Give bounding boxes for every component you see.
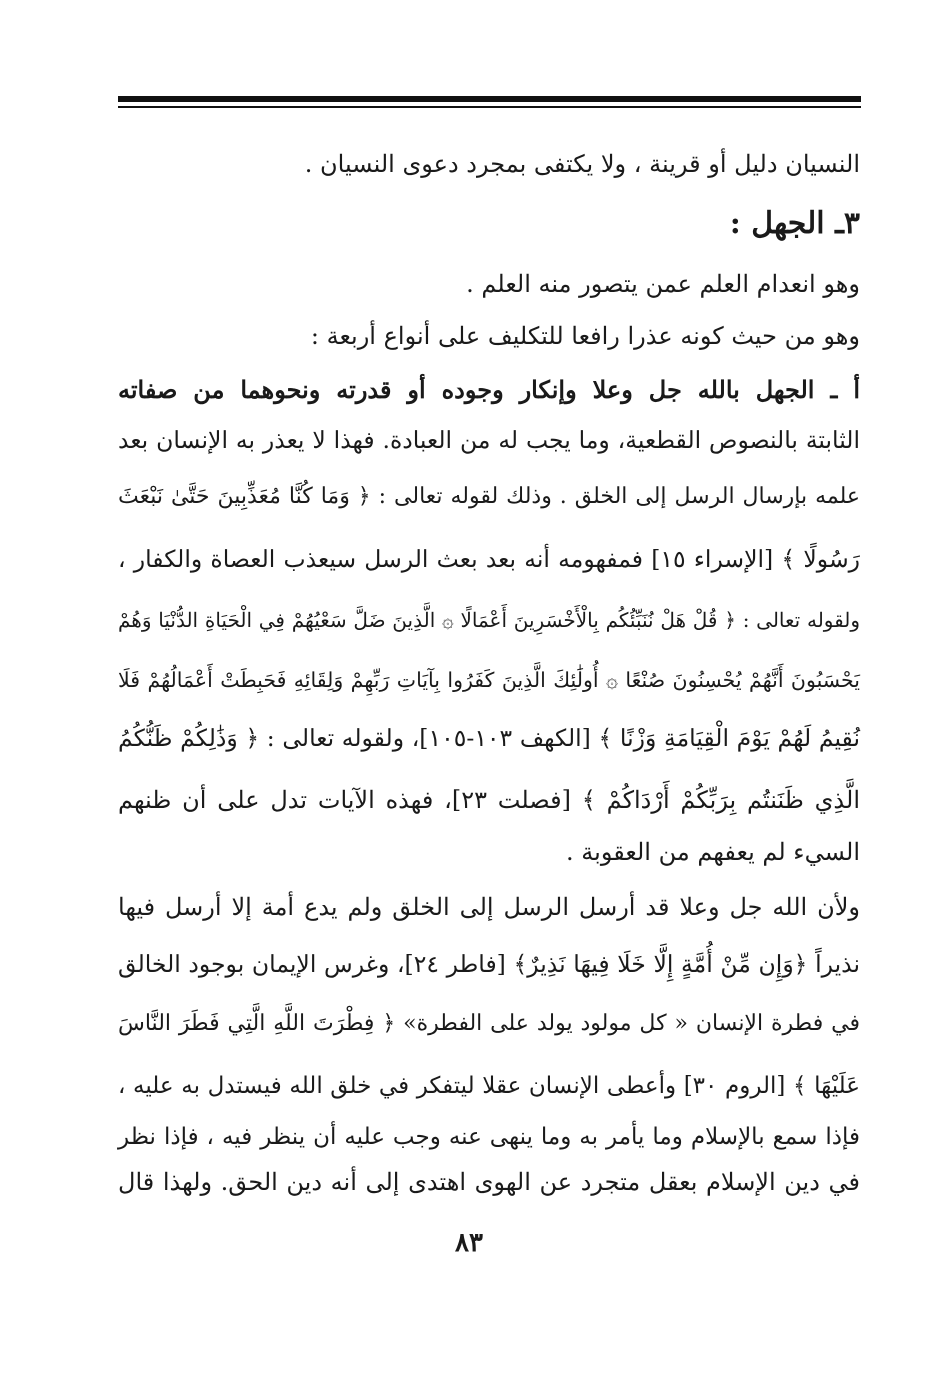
text-line: عَلَيْهَا ﴾ [الروم ٣٠] وأعطى الإنسان عقلا ليتفكر في خلق الله فيستدل به عليه ، xyxy=(118,1073,860,1099)
text-line: الَّذِي ظَنَنتُم بِرَبِّكُمْ أَرْدَاكُمْ ﴾ [فصلت ٢٣]، فهذه الآيات تدل على أن ظنهم xyxy=(118,786,860,814)
text-line: في فطرة الإنسان « كل مولود يولد على الفطرة» ﴿ فِطْرَتَ اللَّهِ الَّتِي فَطَرَ النَّاسَ xyxy=(118,1011,860,1036)
text-line: الثابتة بالنصوص القطعية، وما يجب له من العبادة. فهذا لا يعذر به الإنسان بعد xyxy=(118,426,860,454)
text-line: أ ـ الجهل بالله جل وعلا وإنكار وجوده أو قدرته ونحوهما من صفاته xyxy=(118,375,860,404)
text-line: فإذا سمع بالإسلام وما يأمر به وما ينهى عنه وجب عليه أن ينظر فيه ، فإذا نظر xyxy=(118,1124,860,1150)
text-line: النسيان دليل أو قرينة ، ولا يكتفى بمجرد دعوى النسيان . xyxy=(304,150,860,178)
text-line: السيء لم يعفهم من العقوبة . xyxy=(566,838,860,866)
header-rule-thin xyxy=(118,106,861,108)
header-rule-thick xyxy=(118,96,861,102)
text-line: علمه بإرسال الرسل إلى الخلق . وذلك لقوله تعالى : ﴿ وَمَا كُنَّا مُعَذِّبِينَ حَتَّىٰ نَبْعَثَ xyxy=(118,484,860,509)
text-line: وهو من حيث كونه عذرا رافعا للتكليف على أنواع أربعة : xyxy=(310,322,860,350)
section-heading: ٣ـ الجهل : xyxy=(729,206,860,241)
text-line: رَسُولًا ﴾ [الإسراء ١٥] فمفهومه أنه بعد بعث الرسل سيعذب العصاة والكفار ، xyxy=(118,545,860,573)
text-line: وهو انعدام العلم عمن يتصور منه العلم . xyxy=(466,270,860,298)
text-line: نذيراً ﴿وَإِن مِّنْ أُمَّةٍ إِلَّا خَلَا فِيهَا نَذِيرٌ﴾ [فاطر ٢٤]، وغرس الإيمان بوجود الخالق xyxy=(118,950,861,978)
text-line: نُقِيمُ لَهُمْ يَوْمَ الْقِيَامَةِ وَزْنًا ﴾ [الكهف ١٠٣-١٠٥]، ولقوله تعالى : ﴿ وَذَٰلِكُمْ ظَنُّكُمُ xyxy=(118,724,860,752)
text-line: ولقوله تعالى : ﴿ قُلْ هَلْ نُنَبِّئُكُم بِالْأَخْسَرِينَ أَعْمَالًا ۞ الَّذِينَ ضَلَّ سَعْيُهُمْ فِي الْحَيَاةِ الدُّنْيَا وَهُمْ xyxy=(118,608,860,632)
text-line: ولأن الله جل وعلا قد أرسل الرسل إلى الخلق ولم يدع أمة إلا أرسل فيها xyxy=(118,893,860,921)
text-line: يَحْسَبُونَ أَنَّهُمْ يُحْسِنُونَ صُنْعًا ۞ أُولَٰئِكَ الَّذِينَ كَفَرُوا بِآيَاتِ رَبِّهِمْ وَلِقَائِهِ فَحَبِطَتْ أَعْمَالُهُمْ فَلَا xyxy=(118,668,860,692)
text-line: في دين الإسلام بعقل متجرد عن الهوى اهتدى إلى أنه دين الحق. ولهذا قال xyxy=(118,1168,860,1196)
page-number: ٨٣ xyxy=(455,1228,483,1258)
